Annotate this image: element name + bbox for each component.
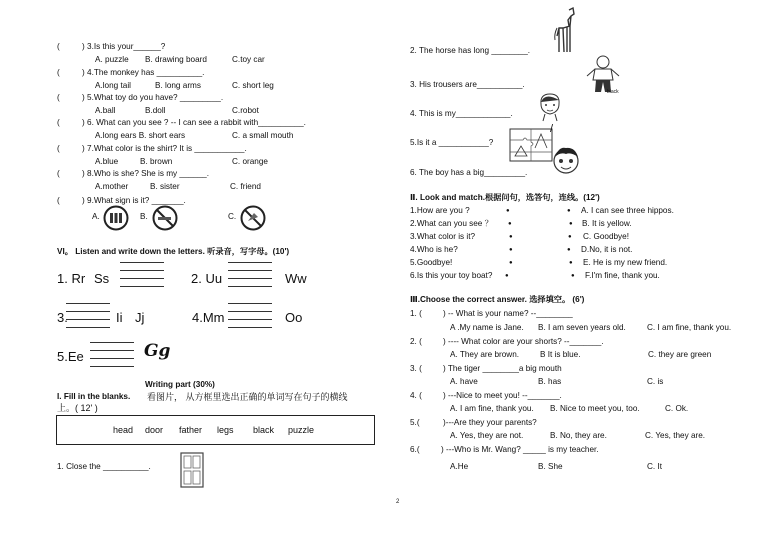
match-answer-b: B. It is yellow. [582,219,632,228]
answer-line [228,327,272,328]
choice-4-option-a: A. I am fine, thank you. [450,404,534,413]
q3-option-b: B. drawing board [145,55,207,64]
word-box [56,415,375,445]
q5-paren: ( [57,93,60,102]
choice-1-option-a: A .My name is Jane. [450,323,524,332]
answer-line [90,358,134,359]
q8-option-a: A.mother [95,182,129,191]
match-dot-right[interactable]: ● [571,273,575,279]
q3-stem: ) 3.Is this your______? [82,42,166,51]
q3-option-c: C.toy car [232,55,265,64]
answer-line [228,319,272,320]
section-ii-title: Ⅱ. Look and match.根据问句，选答句，连线。(12') [410,193,600,202]
choice-4-stem: ) ---Nice to meet you! --_______. [443,391,562,400]
match-question-4: 4.Who is he? [410,245,458,254]
letter-gg: Gg [144,341,171,361]
boy-in-trousers-icon [583,54,623,94]
q8-stem: ) 8.Who is she? She is my ______. [82,169,209,178]
q7-stem: ) 7.What color is the shirt? It is ___________. [82,144,247,153]
section-i-instructions: 看图片， 从方框里选出正确的单词写在句子的横线 [147,392,348,402]
answer-line [66,311,110,312]
fill-question-5: 5.Is it a ___________? [410,138,494,147]
choice-3-option-a: A. have [450,377,478,386]
page-number: 2 [396,499,400,505]
q7-option-a: A.blue [95,157,119,166]
q6-option-a: A.long ears B. short ears [95,131,186,140]
q5-option-b: B.doll [145,106,166,115]
match-dot-right[interactable]: ● [567,247,571,253]
fill-question-2: 2. The horse has long ________. [410,46,531,55]
choice-4-option-c: C. Ok. [665,404,689,413]
q9-stem: ) 9.What sign is it? _______. [82,196,186,205]
answer-line [66,327,110,328]
q4-option-a: A.long tail [95,81,131,90]
no-bottles-sign-icon [103,205,129,231]
q4-stem: ) 4.The monkey has __________. [82,68,205,77]
choice-3-option-b: B. has [538,377,562,386]
black-label: black [607,89,619,95]
letter-ss: Ss [94,271,110,286]
word-legs: legs [217,425,234,435]
q7-option-c: C. orange [232,157,268,166]
match-question-6: 6.Is this your toy boat? [410,271,493,280]
fill-question-6: 6. The boy has a big_________. [410,168,528,177]
q4-option-b: B. long arms [155,81,201,90]
q4-paren: ( [57,68,60,77]
answer-line [66,319,110,320]
section-iii-title: Ⅲ.Choose the correct answer. 选择填空。 (6') [410,295,585,304]
choice-5-option-a: A. Yes, they are not. [450,431,524,440]
answer-line [90,366,134,367]
letter-ee: 5.Ee [57,349,84,364]
choice-2-option-b: B It is blue. [540,350,581,359]
door-icon [180,452,204,488]
answer-line [120,270,164,271]
q8-option-b: B. sister [150,182,180,191]
answer-line [228,262,272,263]
choice-3-paren: 3. ( [410,364,422,373]
choice-2-stem: ) ---- What color are your shorts? --_______. [443,337,604,346]
match-dot-left[interactable]: ● [505,273,509,279]
letter-mm: 4.Mm [192,310,225,325]
q3-option-a: A. puzzle [95,55,129,64]
q8-option-c: C. friend [230,182,261,191]
no-eating-sign-icon [240,205,266,231]
choice-5-paren: 5.( [410,418,420,427]
match-dot-left[interactable]: ● [509,234,513,240]
answer-line [228,303,272,304]
writing-part-title: Writing part (30%) [145,380,215,389]
q9-option-b: B. [140,212,148,221]
section-i-score: 上。( 12' ) [57,403,98,413]
boy-face-icon [551,146,581,178]
letter-ww: Ww [285,271,307,286]
section-i-title: I. Fill in the blanks. [57,392,131,401]
q7-paren: ( [57,144,60,153]
word-black: black [253,425,275,435]
letter-row2-number: 3. [57,310,68,325]
choice-2-paren: 2. ( [410,337,422,346]
choice-1-option-b: B. I am seven years old. [538,323,626,332]
match-question-2: 2.What can you see ？ [410,219,493,228]
choice-6-stem: ) ---Who is Mr. Wang? _____ is my teacher. [441,445,599,454]
match-question-3: 3.What color is it? [410,232,476,241]
horse-icon [553,6,579,54]
choice-6-option-b: B. She [538,462,563,471]
choice-2-option-c: C. they are green [648,350,712,359]
choice-6-paren: 6.( [410,445,420,454]
match-answer-f: F.I'm fine, thank you. [585,271,660,280]
choice-2-option-a: A. They are brown. [450,350,520,359]
q6-option-c: C. a small mouth [232,131,294,140]
choice-5-option-c: C. Yes, they are. [645,431,706,440]
match-dot-left[interactable]: ● [508,221,512,227]
q9-option-c: C. [228,212,237,221]
word-father: father [179,425,203,435]
puzzle-icon [509,128,553,162]
q9-option-a: A. [92,212,100,221]
match-answer-c: C. Goodbye! [583,232,629,241]
match-answer-a: A. I can see three hippos. [581,206,674,215]
word-head: head [113,425,134,435]
choice-3-stem: ) The tiger ________a big mouth [443,364,562,373]
letter-uu: 2. Uu [191,271,223,286]
answer-line [120,262,164,263]
answer-line [228,278,272,279]
q5-option-c: C.robot [232,106,259,115]
choice-1-stem: ) -- What is your name? --________ [443,309,573,318]
head-icon [535,92,565,122]
choice-4-option-b: B. Nice to meet you, too. [550,404,640,413]
answer-line [66,303,110,304]
letter-rr: 1. Rr [57,271,86,286]
fill-question-1: 1. Close the __________. [57,462,151,471]
pencil-glyph: / [550,123,554,135]
q6-stem: ) 6. What can you see ? -- I can see a rabbit with__________. [82,118,306,127]
answer-line [228,311,272,312]
choice-3-option-c: C. is [647,377,664,386]
section-vi-title: VI。 Listen and write down the letters. 听录音，写字母。(10') [57,247,290,256]
choice-5-option-b: B. No, they are. [550,431,607,440]
answer-line [90,342,134,343]
q3-paren: ( [57,42,60,51]
answer-line [90,350,134,351]
no-smoking-sign-icon [152,205,178,231]
choice-5-stem: )---Are they your parents? [443,418,537,427]
q9-paren: ( [57,196,60,205]
match-dot-left[interactable]: ● [509,260,513,266]
choice-1-option-c: C. I am fine, thank you. [647,323,732,332]
q8-paren: ( [57,169,60,178]
match-answer-d: D.No, it is not. [581,245,633,254]
match-answer-e: E. He is my new friend. [583,258,668,267]
choice-1-paren: 1. ( [410,309,422,318]
match-question-1: 1.How are you ? [410,206,470,215]
answer-line [228,286,272,287]
q4-option-c: C. short leg [232,81,274,90]
answer-line [120,278,164,279]
match-dot-right[interactable]: ● [568,234,572,240]
choice-6-option-c: C. It [647,462,663,471]
fill-question-4: 4. This is my____________. [410,109,513,118]
match-dot-right[interactable]: ● [567,208,571,214]
q5-option-a: A.ball [95,106,116,115]
q6-paren: ( [57,118,60,127]
match-question-5: 5.Goodbye! [410,258,453,267]
word-door: door [145,425,164,435]
fill-question-3: 3. His trousers are__________. [410,80,525,89]
q5-stem: ) 5.What toy do you have? _________. [82,93,224,102]
match-dot-left[interactable]: ● [509,247,513,253]
match-dot-right[interactable]: ● [569,221,573,227]
answer-line [120,286,164,287]
letter-jj: Jj [135,310,145,325]
word-puzzle: puzzle [288,425,315,435]
q7-option-b: B. brown [140,157,173,166]
answer-line [228,270,272,271]
choice-6-option-a: A.He [450,462,469,471]
letter-ii: Ii [116,310,123,325]
letter-oo: Oo [285,310,303,325]
match-dot-right[interactable]: ● [569,260,573,266]
choice-4-paren: 4. ( [410,391,422,400]
match-dot-left[interactable]: ● [506,208,510,214]
